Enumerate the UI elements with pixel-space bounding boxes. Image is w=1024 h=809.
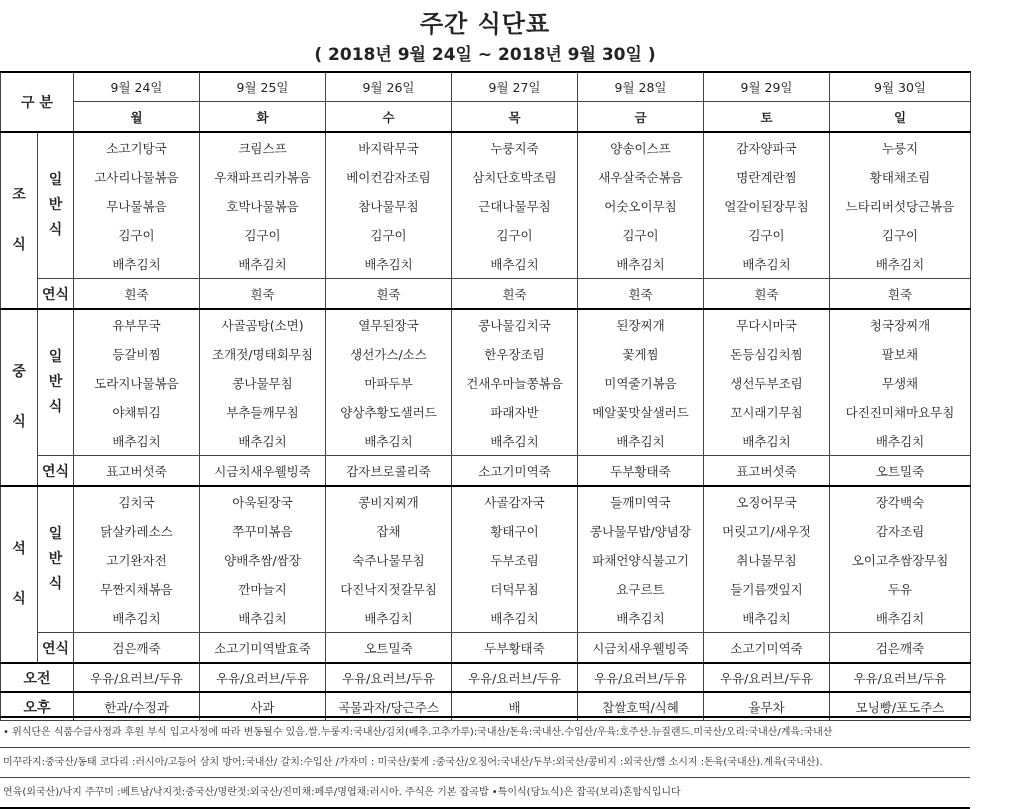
snack-item: 사과 <box>200 692 326 721</box>
soft-diet-item: 검은깨죽 <box>830 633 971 664</box>
menu-item: 배추김치 <box>74 426 200 456</box>
weekday-header: 화 <box>200 102 326 133</box>
date-header: 9월 25일 <box>200 72 326 102</box>
menu-item: 닭살카레소스 <box>74 516 200 545</box>
snack-item: 곡물과자/당근주스 <box>326 692 452 721</box>
menu-item: 취나물무침 <box>704 545 830 574</box>
menu-item: 메알꽃맛살샐러드 <box>578 397 704 426</box>
menu-item: 양송이스프 <box>578 132 704 162</box>
menu-item: 부추들깨무침 <box>200 397 326 426</box>
soft-diet-item: 두부황태죽 <box>452 633 578 664</box>
date-header: 9월 28일 <box>578 72 704 102</box>
snack-item: 찹쌀호떡/식혜 <box>578 692 704 721</box>
menu-item: 유부무국 <box>74 309 200 339</box>
menu-item: 양상추황도샐러드 <box>326 397 452 426</box>
menu-item: 배추김치 <box>830 249 971 279</box>
menu-item: 김구이 <box>452 220 578 249</box>
menu-item: 배추김치 <box>704 603 830 633</box>
menu-item: 배추김치 <box>326 426 452 456</box>
menu-item: 마파두부 <box>326 368 452 397</box>
menu-item: 생선가스/소스 <box>326 339 452 368</box>
menu-item: 감자조림 <box>830 516 971 545</box>
soft-diet-item: 오트밀죽 <box>326 633 452 664</box>
menu-item: 배추김치 <box>830 426 971 456</box>
weekly-menu-table <box>0 71 971 721</box>
menu-item: 삼치단호박조림 <box>452 162 578 191</box>
notes-section <box>0 716 970 809</box>
date-header: 9월 24일 <box>74 72 200 102</box>
menu-item: 양배추쌈/쌈장 <box>200 545 326 574</box>
menu-item: 배추김치 <box>200 603 326 633</box>
menu-item: 누룽지 <box>830 132 971 162</box>
menu-item: 근대나물무침 <box>452 191 578 220</box>
soft-diet-item: 흰죽 <box>578 279 704 310</box>
menu-item: 배추김치 <box>578 249 704 279</box>
menu-item: 두부조림 <box>452 545 578 574</box>
dinner-header: 석 식 <box>1 486 38 663</box>
menu-item: 김구이 <box>326 220 452 249</box>
soft-diet-item: 표고버섯죽 <box>704 456 830 487</box>
menu-item: 배추김치 <box>578 426 704 456</box>
menu-item: 머릿고기/새우젓 <box>704 516 830 545</box>
menu-item: 배추김치 <box>704 426 830 456</box>
menu-item: 배추김치 <box>200 249 326 279</box>
menu-item: 고기완자전 <box>74 545 200 574</box>
menu-item: 호박나물볶음 <box>200 191 326 220</box>
weekday-header: 금 <box>578 102 704 133</box>
menu-item: 김구이 <box>578 220 704 249</box>
menu-item: 콩나물김치국 <box>452 309 578 339</box>
menu-item: 무다시마국 <box>704 309 830 339</box>
snack-item: 배 <box>452 692 578 721</box>
snack-item: 우유/요러브/두유 <box>200 663 326 692</box>
menu-item: 배추김치 <box>452 249 578 279</box>
menu-item: 무짠지채볶음 <box>74 574 200 603</box>
menu-item: 청국장찌개 <box>830 309 971 339</box>
pm-snack-header: 오후 <box>1 692 74 721</box>
menu-item: 파채언양식불고기 <box>578 545 704 574</box>
menu-item: 명란계란찜 <box>704 162 830 191</box>
general-diet-header: 일 반 식 <box>38 132 74 279</box>
menu-item: 두유 <box>830 574 971 603</box>
menu-item: 배추김치 <box>74 249 200 279</box>
menu-item: 배추김치 <box>452 603 578 633</box>
soft-diet-item: 시금치새우웰빙죽 <box>578 633 704 664</box>
soft-diet-item: 흰죽 <box>200 279 326 310</box>
menu-item: 황태채조림 <box>830 162 971 191</box>
snack-item: 모닝빵/포도주스 <box>830 692 971 721</box>
menu-item: 무나물볶음 <box>74 191 200 220</box>
menu-item: 배추김치 <box>830 603 971 633</box>
menu-item: 다진진미채마요무침 <box>830 397 971 426</box>
menu-item: 아욱된장국 <box>200 486 326 516</box>
general-diet-header: 일 반 식 <box>38 486 74 633</box>
menu-item: 깐마늘지 <box>200 574 326 603</box>
weekday-header: 목 <box>452 102 578 133</box>
menu-item: 돈등심김치찜 <box>704 339 830 368</box>
menu-item: 고사리나물볶음 <box>74 162 200 191</box>
menu-item: 소고기탕국 <box>74 132 200 162</box>
soft-diet-item: 소고기미역죽 <box>704 633 830 664</box>
soft-diet-item: 두부황태죽 <box>578 456 704 487</box>
soft-diet-header: 연식 <box>38 279 74 310</box>
menu-item: 등갈비찜 <box>74 339 200 368</box>
soft-diet-item: 흰죽 <box>74 279 200 310</box>
menu-item: 숙주나물무침 <box>326 545 452 574</box>
weekday-header: 일 <box>830 102 971 133</box>
menu-item: 사골곰탕(소면) <box>200 309 326 339</box>
date-header: 9월 26일 <box>326 72 452 102</box>
soft-diet-item: 오트밀죽 <box>830 456 971 487</box>
menu-item: 도라지나물볶음 <box>74 368 200 397</box>
menu-item: 김구이 <box>830 220 971 249</box>
soft-diet-item: 흰죽 <box>452 279 578 310</box>
menu-item: 우채파프리카볶음 <box>200 162 326 191</box>
menu-item: 황태구이 <box>452 516 578 545</box>
menu-item: 한우장조림 <box>452 339 578 368</box>
weekly-menu-sheet <box>0 71 970 721</box>
menu-item: 더덕무침 <box>452 574 578 603</box>
note-line: 연육(외국산)/낙지 주꾸미 :베트남/낙지젓:중국산/명란젓:외국산/진미채:페루/명엽채:러시아. 주식은 기본 잡곡밥 •특이식(당뇨식)은 잡곡(보리)혼합식입니다 <box>0 778 970 809</box>
weekday-header: 월 <box>74 102 200 133</box>
note-line: 미꾸라지:중국산/동태 코다리 :러시아/고등어 삼치 방어:국내산/ 갈치:수입산 /가자미 : 미국산/꽃게 :중국산/오징어:국내산/두부:외국산/콩비지 :외국산/햄 소시지 :돈육(국내산).계육(국내산). <box>0 748 970 778</box>
snack-item: 한과/수정과 <box>74 692 200 721</box>
weekday-header: 수 <box>326 102 452 133</box>
menu-item: 김구이 <box>200 220 326 249</box>
menu-item: 크림스프 <box>200 132 326 162</box>
menu-item: 배추김치 <box>704 249 830 279</box>
menu-item: 콩비지찌개 <box>326 486 452 516</box>
menu-item: 오이고추쌈장무침 <box>830 545 971 574</box>
menu-item: 배추김치 <box>578 603 704 633</box>
menu-item: 김구이 <box>704 220 830 249</box>
menu-item: 배추김치 <box>74 603 200 633</box>
weekday-header: 토 <box>704 102 830 133</box>
menu-item: 꼬시래기무침 <box>704 397 830 426</box>
menu-item: 건새우마늘쫑볶음 <box>452 368 578 397</box>
menu-item: 들깨미역국 <box>578 486 704 516</box>
menu-item: 배추김치 <box>326 249 452 279</box>
menu-item: 새우살죽순볶음 <box>578 162 704 191</box>
menu-item: 오징어무국 <box>704 486 830 516</box>
snack-item: 우유/요러브/두유 <box>704 663 830 692</box>
soft-diet-item: 흰죽 <box>704 279 830 310</box>
menu-item: 배추김치 <box>452 426 578 456</box>
menu-item: 느타리버섯당근볶음 <box>830 191 971 220</box>
menu-item: 콩나물무밥/양념장 <box>578 516 704 545</box>
soft-diet-item: 소고기미역죽 <box>452 456 578 487</box>
menu-item: 꽃게찜 <box>578 339 704 368</box>
lunch-header: 중 식 <box>1 309 38 486</box>
general-diet-header: 일 반 식 <box>38 309 74 456</box>
menu-item: 조개젓/명태회무침 <box>200 339 326 368</box>
menu-item: 김구이 <box>74 220 200 249</box>
menu-item: 팔보채 <box>830 339 971 368</box>
menu-item: 사골감자국 <box>452 486 578 516</box>
soft-diet-item: 시금치새우웰빙죽 <box>200 456 326 487</box>
menu-item: 들기름깻잎지 <box>704 574 830 603</box>
menu-period: ( 2018년 9월 24일 ~ 2018년 9월 30일 ) <box>314 45 656 65</box>
snack-item: 우유/요러브/두유 <box>830 663 971 692</box>
page-title: 주간 식단표 <box>419 10 551 38</box>
menu-item: 베이컨감자조림 <box>326 162 452 191</box>
soft-diet-item: 흰죽 <box>326 279 452 310</box>
menu-item: 배추김치 <box>200 426 326 456</box>
snack-item: 우유/요러브/두유 <box>326 663 452 692</box>
menu-item: 미역줄기볶음 <box>578 368 704 397</box>
soft-diet-header: 연식 <box>38 456 74 487</box>
date-header: 9월 27일 <box>452 72 578 102</box>
date-header: 9월 30일 <box>830 72 971 102</box>
menu-item: 김치국 <box>74 486 200 516</box>
snack-item: 우유/요러브/두유 <box>452 663 578 692</box>
menu-item: 장각백숙 <box>830 486 971 516</box>
soft-diet-header: 연식 <box>38 633 74 664</box>
menu-item: 생선두부조림 <box>704 368 830 397</box>
date-header: 9월 29일 <box>704 72 830 102</box>
soft-diet-item: 검은깨죽 <box>74 633 200 664</box>
menu-item: 무생채 <box>830 368 971 397</box>
soft-diet-item: 표고버섯죽 <box>74 456 200 487</box>
menu-item: 누룽지죽 <box>452 132 578 162</box>
menu-item: 야채튀김 <box>74 397 200 426</box>
menu-item: 어숫오이무침 <box>578 191 704 220</box>
snack-item: 우유/요러브/두유 <box>578 663 704 692</box>
category-header: 구 분 <box>1 72 74 132</box>
menu-item: 다진낙지젓갈무침 <box>326 574 452 603</box>
menu-item: 열무된장국 <box>326 309 452 339</box>
menu-item: 잡채 <box>326 516 452 545</box>
menu-item: 바지락무국 <box>326 132 452 162</box>
soft-diet-item: 감자브로콜리죽 <box>326 456 452 487</box>
soft-diet-item: 흰죽 <box>830 279 971 310</box>
menu-item: 얼갈이된장무침 <box>704 191 830 220</box>
soft-diet-item: 소고기미역발효죽 <box>200 633 326 664</box>
snack-item: 우유/요러브/두유 <box>74 663 200 692</box>
menu-item: 배추김치 <box>326 603 452 633</box>
menu-item: 콩나물무침 <box>200 368 326 397</box>
menu-item: 파래자반 <box>452 397 578 426</box>
am-snack-header: 오전 <box>1 663 74 692</box>
menu-item: 된장찌개 <box>578 309 704 339</box>
note-line: • 위식단은 식품수급사정과 후원 부식 입고사정에 따라 변동될수 있음.쌀.누룽지:국내산/김치(배추.고추가루):국내산/돈육:국내산.수입산/우육:호주산.뉴질랜드.미국산/오리:국내산/계육:국내산 <box>0 718 970 748</box>
menu-item: 요구르트 <box>578 574 704 603</box>
snack-item: 율무차 <box>704 692 830 721</box>
menu-item: 참나물무침 <box>326 191 452 220</box>
menu-item: 쭈꾸미볶음 <box>200 516 326 545</box>
breakfast-header: 조 식 <box>1 132 38 309</box>
menu-item: 감자양파국 <box>704 132 830 162</box>
